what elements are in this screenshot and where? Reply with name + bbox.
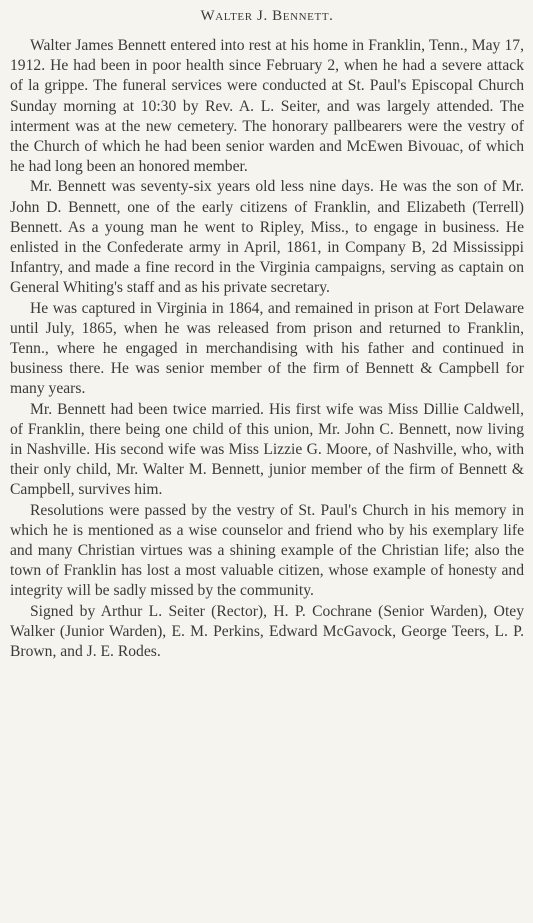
paragraph-resolutions: Resolutions were passed by the vestry of St. Paul's Church in his memory in which he is mentioned as a wise counselor and friend who by his exemplary life and many Christian virtues was a shining example of the Christian life; also the town of Franklin has lost a most valuable citizen, whose example of honesty and integrity will be sadly missed by the community. [10, 501, 524, 600]
paragraph-family: Mr. Bennett had been twice married. His first wife was Miss Dillie Caldwell, of Franklin, there being one child of this union, Mr. John C. Bennett, now living in Nashville. His second wife was Miss Lizzie G. Moore, of Nashville, who, with their only child, Mr. Walter M. Bennett, junior member of the firm of Bennett & Campbell, survives him. [10, 400, 524, 499]
paragraph-imprisonment: He was captured in Virginia in 1864, and remained in prison at Fort Delaware until July, 1865, when he was released from prison and returned to Franklin, Tenn., where he engaged in merchandising with his father and continued in business there. He was senior member of the firm of Bennett & Campbell for many years. [10, 299, 524, 398]
paragraph-signatories: Signed by Arthur L. Seiter (Rector), H. P. Cochrane (Senior Warden), Otey Walker (Junior Warden), E. M. Perkins, Edward McGavock, George Teers, L. P. Brown, and J. E. Rodes. [10, 602, 524, 661]
paragraph-death-notice: Walter James Bennett entered into rest at his home in Franklin, Tenn., May 17, 1912. He had been in poor health since February 2, when he had a severe attack of la grippe. The funeral services were conducted at St. Paul's Episcopal Church Sunday morning at 10:30 by Rev. A. L. Seiter, and was largely attended. The interment was at the new cemetery. The honorary pallbearers were the vestry of the Church of which he had been senior warden and McEwen Bivouac, of which he had long been an honored member. [10, 37, 524, 176]
paragraph-biography: Mr. Bennett was seventy-six years old less nine days. He was the son of Mr. John D. Bennett, one of the early citizens of Franklin, and Elizabeth (Terrell) Bennett. As a young man he went to Ripley, Miss., to engage in business. He enlisted in the Confederate army in April, 1861, in Company B, 2d Mississippi Infantry, and made a fine record in the Virginia campaigns, serving as captain on General Whiting's staff and as his private secretary. [10, 178, 524, 297]
document-title: Walter J. Bennett. [200, 8, 334, 24]
